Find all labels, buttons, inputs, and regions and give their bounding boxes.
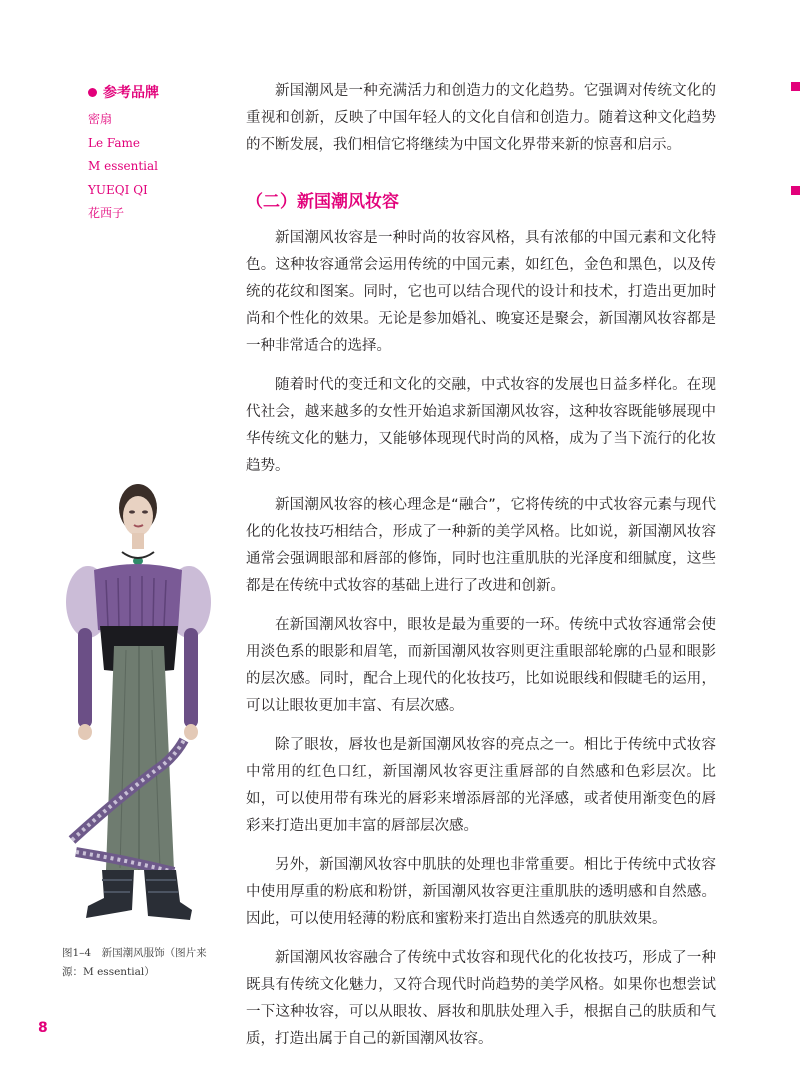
bullet-icon [88,88,97,97]
brand-list [88,108,228,226]
sidebar-heading [88,82,228,102]
sidebar-reference-brands [88,82,228,226]
body-paragraph: 另外，新国潮风妆容中肌肤的处理也非常重要。相比于传统中式妆容中使用厚重的粉底和粉饼，新国潮风妆容更注重肌肤的透明感和自然感。因此，可以使用轻薄的粉底和蜜粉来打造出自然透亮的肌肤效果。 [246,857,716,927]
brand-item: 花西子 [88,206,125,220]
edge-marker [791,186,800,195]
main-text-column [246,78,716,1065]
brand-item: YUEQI QI [88,182,148,197]
page-number: 8 [38,1020,48,1036]
sidebar-heading-label: 参考品牌 [103,85,159,101]
section-title: （二）新国潮风妆容 [246,192,399,212]
body-paragraph: 新国潮风妆容融合了传统中式妆容和现代化的化妆技巧，形成了一种既具有传统文化魅力，又符合现代时尚趋势的美学风格。如果你也想尝试一下这种妆容，可以从眼妆、唇妆和肌肤处理入手，根据自己的肤质和气质，打造出属于自己的新国潮风妆容。 [246,950,716,1047]
intro-paragraph: 新国潮风是一种充满活力和创造力的文化趋势。它强调对传统文化的重视和创新，反映了中国年轻人的文化自信和创造力。随着这种文化趋势的不断发展，我们相信它将继续为中国文化界带来新的惊喜和启示。 [246,83,716,153]
body-paragraph: 新国潮风妆容是一种时尚的妆容风格，具有浓郁的中国元素和文化特色。这种妆容通常会运用传统的中国元素，如红色，金色和黑色，以及传统的花纹和图案。同时，它也可以结合现代的设计和技术，打造出更加时尚和个性化的效果。无论是参加婚礼、晚宴还是聚会，新国潮风妆容都是一种非常适合的选择。 [246,230,716,354]
body-paragraph: 在新国潮风妆容中，眼妆是最为重要的一环。传统中式妆容通常会使用淡色系的眼影和眉笔，而新国潮风妆容则更注重眼部轮廓的凸显和眼影的层次感。同时，配合上现代的化妆技巧，比如说眼线和假睫毛的运用，可以让眼妆更加丰富、有层次感。 [246,617,716,714]
brand-item: 密扇 [88,112,113,126]
model-illustration [56,440,246,940]
brand-item: M essential [88,159,159,173]
figure-fashion-photo [56,440,246,940]
brand-item: Le Fame [88,135,141,150]
body-paragraph: 随着时代的变迁和文化的交融，中式妆容的发展也日益多样化。在现代社会，越来越多的女性开始追求新国潮风妆容，这种妆容既能够展现中华传统文化的魅力，又能够体现现代时尚的风格，成为了当下流行的化妆趋势。 [246,377,716,474]
figure-caption: 图1–4 新国潮风服饰（图片来源：M essential） [62,947,207,978]
body-paragraph: 除了眼妆，唇妆也是新国潮风妆容的亮点之一。相比于传统中式妆容中常用的红色口红，新国潮风妆容更注重唇部的自然感和色彩层次。比如，可以使用带有珠光的唇彩来增添唇部的光泽感，或者使用渐变色的唇彩来打造出更加丰富的唇部层次感。 [246,737,716,834]
body-paragraph: 新国潮风妆容的核心理念是“融合”，它将传统的中式妆容元素与现代化的化妆技巧相结合，形成了一种新的美学风格。比如说，新国潮风妆容通常会强调眼部和唇部的修饰，同时也注重肌肤的光泽度和细腻度，这些都是在传统中式妆容的基础上进行了改进和创新。 [246,497,716,594]
edge-marker [791,82,800,91]
